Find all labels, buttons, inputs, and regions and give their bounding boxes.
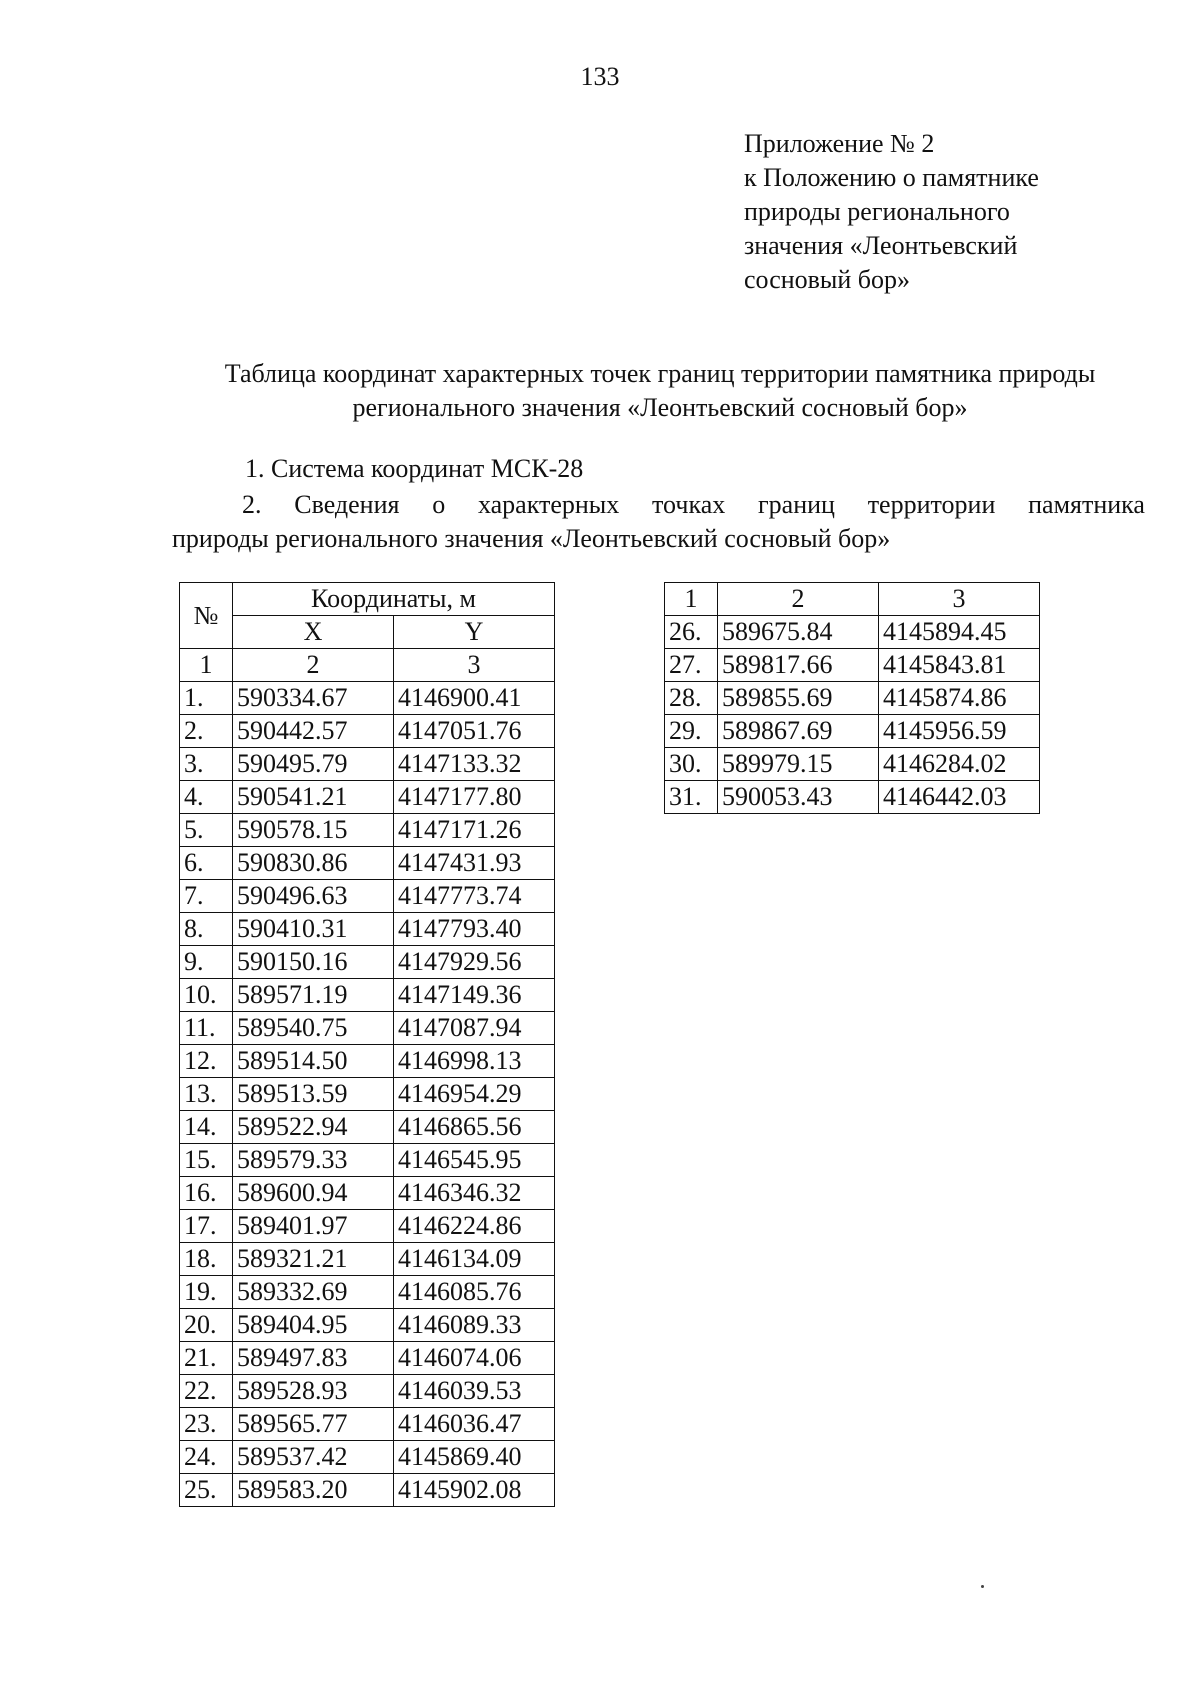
coord-x: 590053.43 [718, 781, 879, 814]
table-row [180, 979, 555, 1012]
table-row [180, 1177, 555, 1210]
coord-y: 4145902.08 [394, 1474, 555, 1507]
appendix-line: природы регионального [744, 197, 1010, 226]
page-number: 133 [580, 62, 620, 91]
point-number: 5. [180, 814, 233, 847]
point-number: 13. [180, 1078, 233, 1111]
table-header-row [665, 583, 1040, 616]
word: памятника [1028, 490, 1145, 519]
table-row [180, 1243, 555, 1276]
header-col-1: 1 [180, 649, 233, 682]
table-row [665, 616, 1040, 649]
table-row [180, 748, 555, 781]
point-number: 4. [180, 781, 233, 814]
point-number: 26. [665, 616, 718, 649]
coord-x: 589979.15 [718, 748, 879, 781]
coord-x: 589579.33 [233, 1144, 394, 1177]
scan-speck [981, 1585, 984, 1588]
table-row [665, 781, 1040, 814]
appendix-line: значения «Леонтьевский [744, 231, 1018, 260]
coord-y: 4146442.03 [879, 781, 1040, 814]
appendix-line: сосновый бор» [744, 265, 911, 294]
point-number: 11. [180, 1012, 233, 1045]
coord-y: 4146545.95 [394, 1144, 555, 1177]
coordinate-system-item: 1. Система координат МСК-28 [245, 454, 584, 483]
point-number: 9. [180, 946, 233, 979]
coord-x: 589867.69 [718, 715, 879, 748]
coord-y: 4147177.80 [394, 781, 555, 814]
coord-x: 589565.77 [233, 1408, 394, 1441]
table-row [180, 1210, 555, 1243]
point-number: 16. [180, 1177, 233, 1210]
point-number: 8. [180, 913, 233, 946]
coord-y: 4147051.76 [394, 715, 555, 748]
table-row [665, 715, 1040, 748]
boundary-points-item [172, 488, 1145, 556]
coord-x: 589528.93 [233, 1375, 394, 1408]
coord-x: 589514.50 [233, 1045, 394, 1078]
table-row [180, 814, 555, 847]
point-number: 2. [180, 715, 233, 748]
header-col-3: 3 [879, 583, 1040, 616]
coord-y: 4147793.40 [394, 913, 555, 946]
coord-x: 589675.84 [718, 616, 879, 649]
point-number: 20. [180, 1309, 233, 1342]
table-header-row [180, 649, 555, 682]
coord-x: 589513.59 [233, 1078, 394, 1111]
point-number: 3. [180, 748, 233, 781]
coord-y: 4146085.76 [394, 1276, 555, 1309]
table-row [180, 1474, 555, 1507]
coord-x: 590334.67 [233, 682, 394, 715]
coord-y: 4147431.93 [394, 847, 555, 880]
coord-y: 4147149.36 [394, 979, 555, 1012]
coord-y: 4146998.13 [394, 1045, 555, 1078]
point-number: 10. [180, 979, 233, 1012]
table-title-line-2: регионального значения «Леонтьевский сосновый бор» [352, 393, 968, 422]
table-row [180, 1342, 555, 1375]
coord-y: 4145956.59 [879, 715, 1040, 748]
coord-x: 590496.63 [233, 880, 394, 913]
word: точках [652, 490, 726, 519]
coord-y: 4147133.32 [394, 748, 555, 781]
coordinates-table-right [664, 582, 1040, 814]
word: о [432, 490, 446, 519]
coord-y: 4145874.86 [879, 682, 1040, 715]
appendix-line: к Положению о памятнике [744, 163, 1039, 192]
coord-x: 589855.69 [718, 682, 879, 715]
point-number: 25. [180, 1474, 233, 1507]
coord-x: 589571.19 [233, 979, 394, 1012]
coord-y: 4146074.06 [394, 1342, 555, 1375]
table-title [160, 357, 1160, 425]
point-number: 29. [665, 715, 718, 748]
point-number: 17. [180, 1210, 233, 1243]
point-number: 30. [665, 748, 718, 781]
coord-x: 590541.21 [233, 781, 394, 814]
coord-x: 589404.95 [233, 1309, 394, 1342]
coord-y: 4146284.02 [879, 748, 1040, 781]
header-col-1: 1 [665, 583, 718, 616]
word: территории [867, 490, 996, 519]
table-row [180, 1441, 555, 1474]
point-number: 1. [180, 682, 233, 715]
coord-x: 589600.94 [233, 1177, 394, 1210]
coord-y: 4147171.26 [394, 814, 555, 847]
table-header-row [180, 616, 555, 649]
point-number: 12. [180, 1045, 233, 1078]
coord-y: 4147087.94 [394, 1012, 555, 1045]
table-row [180, 1012, 555, 1045]
coord-x: 589332.69 [233, 1276, 394, 1309]
table-row [180, 1375, 555, 1408]
header-coords: Координаты, м [233, 583, 555, 616]
coord-y: 4146865.56 [394, 1111, 555, 1144]
coord-x: 590495.79 [233, 748, 394, 781]
coord-y: 4146039.53 [394, 1375, 555, 1408]
coord-y: 4146036.47 [394, 1408, 555, 1441]
table-row [665, 748, 1040, 781]
coord-y: 4147773.74 [394, 880, 555, 913]
point-number: 14. [180, 1111, 233, 1144]
coord-x: 589583.20 [233, 1474, 394, 1507]
point-number: 21. [180, 1342, 233, 1375]
header-col-2: 2 [233, 649, 394, 682]
coord-y: 4145843.81 [879, 649, 1040, 682]
table-row [180, 1111, 555, 1144]
table-row [180, 1078, 555, 1111]
coord-y: 4146346.32 [394, 1177, 555, 1210]
coord-y: 4146089.33 [394, 1309, 555, 1342]
appendix-block [744, 127, 1039, 297]
table-row [180, 946, 555, 979]
word: 2. [242, 490, 262, 519]
coord-x: 590442.57 [233, 715, 394, 748]
coord-x: 590578.15 [233, 814, 394, 847]
table-row [180, 913, 555, 946]
boundary-points-item-line-2: природы регионального значения «Леонтьевский сосновый бор» [172, 524, 891, 553]
point-number: 7. [180, 880, 233, 913]
boundary-points-item-line-1 [172, 488, 1145, 522]
coord-x: 589522.94 [233, 1111, 394, 1144]
point-number: 15. [180, 1144, 233, 1177]
table-row [180, 1408, 555, 1441]
coord-y: 4146224.86 [394, 1210, 555, 1243]
table-row [180, 781, 555, 814]
coord-y: 4146134.09 [394, 1243, 555, 1276]
header-y: Y [394, 616, 555, 649]
appendix-line: Приложение № 2 [744, 129, 935, 158]
coord-x: 590150.16 [233, 946, 394, 979]
coordinates-table-left [179, 582, 555, 1507]
coord-y: 4146954.29 [394, 1078, 555, 1111]
word: характерных [477, 490, 620, 519]
point-number: 27. [665, 649, 718, 682]
point-number: 18. [180, 1243, 233, 1276]
table-row [180, 715, 555, 748]
coord-y: 4145869.40 [394, 1441, 555, 1474]
header-num: № [180, 583, 233, 649]
point-number: 31. [665, 781, 718, 814]
table-row [180, 847, 555, 880]
point-number: 6. [180, 847, 233, 880]
header-col-2: 2 [718, 583, 879, 616]
coord-y: 4145894.45 [879, 616, 1040, 649]
point-number: 24. [180, 1441, 233, 1474]
table-row [180, 1144, 555, 1177]
header-col-3: 3 [394, 649, 555, 682]
coord-y: 4147929.56 [394, 946, 555, 979]
coord-y: 4146900.41 [394, 682, 555, 715]
table-title-line-1: Таблица координат характерных точек границ территории памятника природы [224, 359, 1096, 388]
table-row [665, 682, 1040, 715]
table-row [180, 1276, 555, 1309]
word: Сведения [294, 490, 400, 519]
table-header-row [180, 583, 555, 616]
table-row [665, 649, 1040, 682]
point-number: 23. [180, 1408, 233, 1441]
point-number: 22. [180, 1375, 233, 1408]
table-row [180, 880, 555, 913]
coord-x: 590830.86 [233, 847, 394, 880]
header-x: X [233, 616, 394, 649]
coord-x: 589401.97 [233, 1210, 394, 1243]
coord-x: 589321.21 [233, 1243, 394, 1276]
coord-x: 589497.83 [233, 1342, 394, 1375]
word: границ [757, 490, 835, 519]
coord-x: 590410.31 [233, 913, 394, 946]
point-number: 28. [665, 682, 718, 715]
table-row [180, 682, 555, 715]
coord-x: 589540.75 [233, 1012, 394, 1045]
table-row [180, 1045, 555, 1078]
coord-x: 589537.42 [233, 1441, 394, 1474]
coord-x: 589817.66 [718, 649, 879, 682]
table-row [180, 1309, 555, 1342]
point-number: 19. [180, 1276, 233, 1309]
